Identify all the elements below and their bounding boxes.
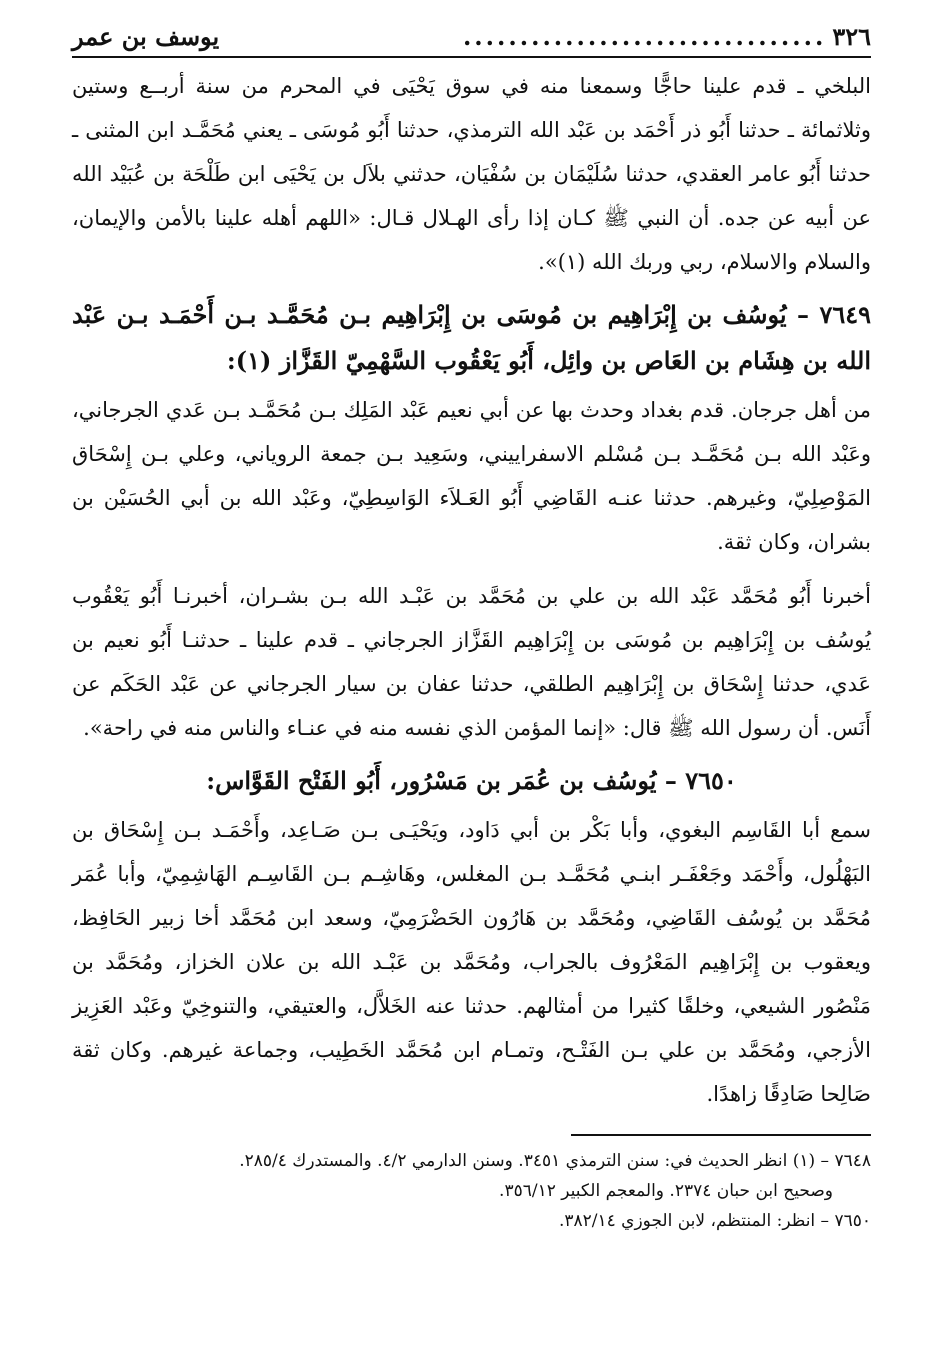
paragraph-7650-bio: سمع أبا القَاسِم البغوي، وأبا بَكْر بن أبي دَاود، ويَحْيَـى بـن صَـاعِد، وأَحْمَـد بـن إِسْحَاق بن البَهْلُول، وأَحْمَد وجَعْفَـر ابنـي مُحَمَّـد بـن المغلس، وهَاشِـم بـن القَاسِـم الهَاشِمِيّ، وأبا عُمَر مُحَمَّد بن يُوسُف القَاضِي، ومُحَمَّد بن هَارُون الحَضْرَمِيّ، وسعد ابن مُحَمَّد أخا زبير الحَافِظ، ويعقوب بن إِبْرَاهِيم المَعْرُوف بالجراب، ومُحَمَّد بن عَبْـد الله بن علان الخزاز، ومُحَمَّد بن مَنْصُور الشيعي، وخلقًا كثيرا من أمثالهم. حدثنا عنه الخَلاَّل، والعتيقي، والتنوخِيّ وعَبْد العَزِيز الأزجي، ومُحَمَّد بن علي بـن الفَتْـح، وتمـام ابن مُحَمَّد الخَطِيب، وجماعة غيرهم. وكان ثقة صَالِحا صَادِقًا زاهدًا. [72, 818, 871, 1106]
entry-heading-7650: ٧٦٥٠ – يُوسُف بن عُمَر بن مَسْرُور، أَبُو الفَتْح القَوَّاس: [206, 766, 737, 795]
entry-heading-7649: ٧٦٤٩ – يُوسُف بن إِبْرَاهِيم بن مُوسَى بن إِبْرَاهِيم بـن مُحَمَّـد بـن أَحْمَـد بـن عَبْد الله بن هِشَام بن العَاص بن وائِل، أَبُو يَعْقُوب السَّهْمِيّ القَزَّاز (١): [72, 300, 871, 375]
running-title: يوسف بن عمر [72, 22, 220, 51]
page-number: ٣٢٦ [832, 22, 871, 51]
running-header [72, 22, 871, 58]
paragraph-continuation: البلخي ـ قدم علينا حاجًّا وسمعنا منه في سوق يَحْيَى في المحرم من سنة أربــع وستين وثلاثمائة ـ حدثنا أَبُو ذر أَحْمَد بن عَبْد الله الترمذي، حدثنا أَبُو مُوسَى ـ يعني مُحَمَّـد ابن المثنى ـ حدثنا أَبُو عامر العقدي، حدثنا سُلَيْمَان بن سُفْيَان، حدثني بلاَل بن يَحْيَى ابن طَلْحَة بن عُبَيْد الله عن أبيه عن جده. أن النبي ﷺ كـان إذا رأى الهـلال قـال: «اللهم أهله علينا بالأمن والإيمان، والسلام والاسلام، ربي وربك الله (١)». [72, 74, 871, 274]
header-dots: ................................ [462, 22, 827, 51]
footnote-7648: ٧٦٤٨ – (١) انظر الحديث في: سنن الترمذي ٣٤٥١. وسنن الدارمي ٤/٢. والمستدرك ٢٨٥/٤. [239, 1151, 871, 1171]
paragraph-7649-bio: من أهل جرجان. قدم بغداد وحدث بها عن أبي نعيم عَبْد المَلِك بـن مُحَمَّـد بـن عَدي الجرجاني، وعَبْد الله بـن مُحَمَّـد بـن مُسْلم الاسفراييني، وسَعِيد بـن جمعة الروياني، وعلي بـن إِسْحَاق المَوْصِلِيّ، وغيرهم. حدثنا عنـه القَاضِي أَبُو العَـلاَء الوَاسِطِيّ، وعَبْد الله بن أبي الحُسَيْن بن بشران، وكان ثقة. [72, 398, 871, 554]
paragraph-7649-hadith: أخبرنا أَبُو مُحَمَّد عَبْد الله بن علي بن مُحَمَّد بن عَبْـد الله بـن بشـران، أخبرنـا أَبُو يَعْقُوب يُوسُف بن إِبْرَاهِيم بن مُوسَى بن إِبْرَاهِيم القَزَّاز الجرجاني ـ قدم علينا ـ حدثنـا أَبُو نعيم بن عَدي، حدثنا إِسْحَاق بن إِبْرَاهِيم الطلقي، حدثنا عفان بن سيار الجرجاني عن عَبْد الحَكَم عن أَنَس. أن رسول الله ﷺ قال: «إنما المؤمن الذي نفسه منه في عنـاء والناس منه في راحة». [72, 584, 871, 740]
footnote-separator [571, 1134, 871, 1136]
footnote-7650: ٧٦٥٠ – انظر: المنتظم، لابن الجوزي ٣٨٢/١٤. [558, 1211, 871, 1231]
footnote-7648-continued: وصحيح ابن حبان ٢٣٧٤. والمعجم الكبير ٣٥٦/١٢. [499, 1181, 833, 1201]
